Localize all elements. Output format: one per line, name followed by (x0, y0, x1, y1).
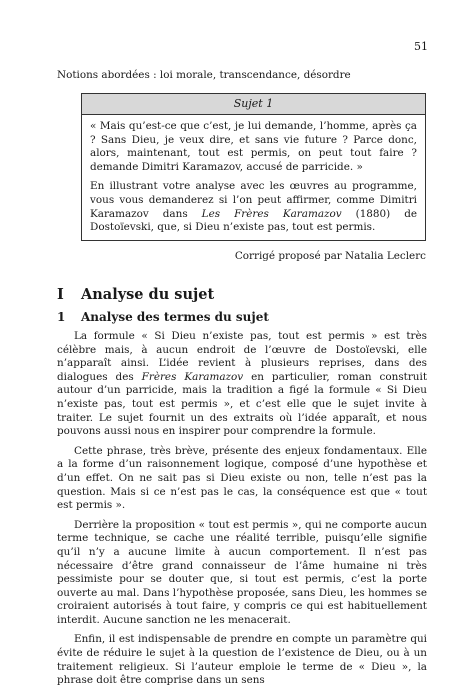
section-heading (57, 286, 214, 304)
subject-instruction (90, 180, 417, 234)
section-number: I (57, 286, 64, 303)
subject-quote: « Mais qu’est-ce que c’est, je lui demande, l’homme, après ça ? Sans Dieu, je veux dire, et sans vie future ? Parce donc, alors, maintenant, tout est permis, on peut tout faire ? demande Dimitri Karamazov, accusé de parricide. » (90, 120, 417, 173)
paragraph-2: Cette phrase, très brève, présente des enjeux fondamentaux. Elle a la forme d’un raisonnement logique, composé d’une hypothèse et d’un effet. On ne sait pas si Dieu existe ou non, telle n’est pas la question. Mais si ce n’est pas le cas, la conséquence est que « tout est permis ». (57, 444, 427, 512)
paragraph-4: Enfin, il est indispensable de prendre en compte un paramètre qui évite de réduire le sujet à la question de l’existence de Dieu, ou à un traitement religieux. Si l’auteur emploie le terme de « Dieu », la phrase doit être comprise dans un sens (57, 633, 427, 687)
paragraph-1 (57, 330, 427, 439)
subject-box (81, 93, 426, 241)
subject-body (82, 115, 425, 235)
page-number: 51 (414, 40, 428, 53)
paragraph-1-end: en particulier, roman construit autour d’un parricide, mais la tradition a figé la formule « Si Dieu n’existe pas, tout est permis », et c’est elle que le sujet invite à traiter. Le sujet fournit un des extraits où l’idée apparaît, et nous pouvons aussi nous en inspirer pour comprendre la formule. (57, 370, 427, 438)
subject-instruction-text: En illustrant votre analyse avec les œuvres au programme, vous vous demanderez si l’on peut affirmer, comme Dimitri Karamazov dans (90, 180, 417, 220)
section-title: Analyse du sujet (81, 286, 215, 303)
subsection-number: 1 (57, 310, 66, 324)
subject-instruction-end: (1880) de Dostoïevski, que, si Dieu n’existe pas, tout est permis. (90, 207, 417, 234)
notions-line: Notions abordées : loi morale, transcendance, désordre (57, 69, 351, 81)
paragraph-3: Derrière la proposition « tout est permis », qui ne comporte aucun terme technique, se cache une réalité terrible, puisqu’elle signifie qu’il n’y a aucune limite à aucun comportement. Il n’est pas nécessaire d’être grand connaisseur de l’âme humaine ni très pessimiste pour se douter que, si tout est permis, c’est la porte ouverte au mal. Dans l’hypothèse proposée, sans Dieu, les hommes se croiraient autorisés à tout faire, y compris ce qui est habituellement interdit. Aucune sanction ne les menacerait. (57, 518, 427, 626)
paragraph-1-start: La formule « Si Dieu n’existe pas, tout est permis » est très célèbre mais, à aucun endroit de l’œuvre de Dostoïevski, elle n’apparaît ainsi. L’idée revient à plusieurs reprises, dans des dialogues des (57, 330, 427, 383)
subsection-heading (57, 310, 269, 325)
subject-title: Sujet 1 (82, 94, 425, 115)
subsection-title: Analyse des termes du sujet (81, 310, 269, 324)
body-text (57, 330, 427, 688)
paragraph-1-book-title: Frères Karamazov (141, 370, 244, 383)
subject-book-title: Les Frères Karamazov (201, 207, 342, 220)
corrige-author: Corrigé proposé par Natalia Leclerc (234, 250, 426, 262)
